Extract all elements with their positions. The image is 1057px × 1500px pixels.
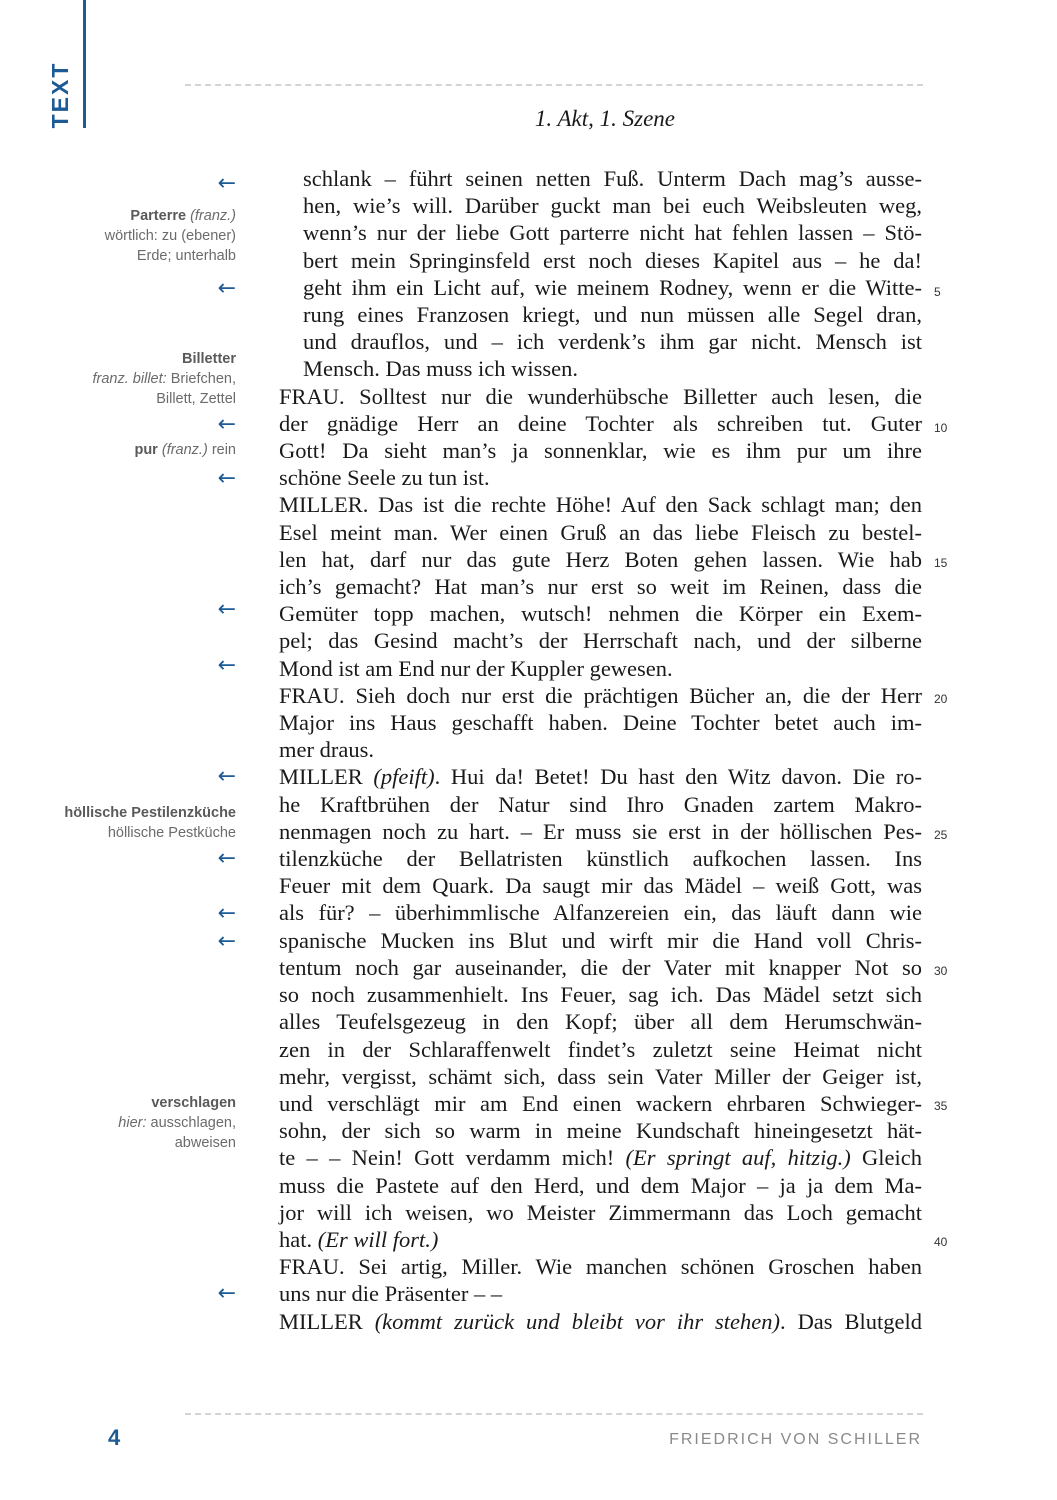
text-line: so noch zusammenhielt. Ins Feuer, sag ich. Das Mädel setzt sich	[279, 982, 922, 1008]
text-line: schlank – führt seinen netten Fuß. Unterm Dach mag’s ausse-	[303, 166, 922, 191]
header-rule	[185, 84, 923, 86]
text-line: bert mein Springinsfeld erst noch dieses Kapitel aus – he da!	[303, 247, 922, 273]
author-name: FRIEDRICH VON SCHILLER	[669, 1431, 922, 1448]
text-line: Mond ist am End nur der Kuppler gewesen.	[279, 655, 673, 681]
text-line: Gott! Da sieht man’s ja sonnenklar, wie es ihm pur um ihre	[279, 438, 922, 464]
speech-frau	[279, 383, 922, 492]
page-number: 4	[108, 1425, 121, 1450]
line-number: 20	[934, 692, 948, 706]
stage-direction: (kommt zurück und bleibt vor ihr stehen)	[374, 1308, 780, 1334]
text-line: FRAU. Sieh doch nur erst die prächtigen Bücher an, die der Herr	[279, 682, 922, 708]
speech-frau	[279, 682, 922, 764]
text-line: MILLER. Das ist die rechte Höhe! Auf den Sack schlagt man; den	[279, 492, 922, 518]
section-tab	[44, 62, 84, 132]
text-line: Feuer mit dem Quark. Da saugt mir das Mädel – weiß Gott, was	[279, 873, 922, 899]
text-line: Esel meint man. Wer einen Gruß an das liebe Fleisch zu bestel-	[279, 519, 922, 545]
text-line: mer draus.	[279, 737, 374, 763]
text-line: Gemüter topp machen, wutsch! nehmen die Körper ein Exem-	[279, 601, 922, 627]
line-number: 15	[934, 556, 948, 570]
text-line: als für? – überhimmlische Alfanzereien ein, das läuft dann wie	[279, 900, 922, 926]
left-arrow-icon[interactable]: ←	[217, 276, 236, 301]
text-line: Major ins Haus geschafft haben. Deine Tochter betet auch im-	[279, 710, 922, 736]
text-line	[279, 763, 922, 790]
gloss-line: Briefchen,	[170, 371, 236, 387]
drama-text	[279, 165, 922, 1335]
speech-miller	[279, 1308, 922, 1335]
text-line: len hat, darf nur das gute Herz Boten gehen lassen. Wie hab	[279, 546, 922, 572]
left-arrow-icon[interactable]: ←	[217, 929, 236, 954]
text-line: hen, wie’s will. Darüber guckt man bei euch Weibsleuten weg,	[303, 193, 922, 219]
stage-direction: (Er will fort.)	[317, 1226, 439, 1252]
text-line: muss die Pastete auf den Herd, und dem Major – ja ja dem Ma-	[279, 1172, 922, 1198]
line-number: 30	[934, 964, 948, 978]
text-line: alles Teufelsgezeug in den Kopf; über all dem Herumschwän-	[279, 1009, 922, 1035]
running-head: 1. Akt, 1. Szene	[534, 106, 675, 131]
line-number: 10	[934, 421, 948, 435]
paragraph-continuation	[279, 165, 922, 383]
line-number: 35	[934, 1099, 948, 1113]
text-line: FRAU. Solltest nur die wunderhübsche Billetter auch lesen, die	[279, 383, 922, 409]
gloss-term: verschlagen	[151, 1095, 236, 1111]
left-arrow-icon[interactable]: ←	[217, 171, 236, 196]
line-number: 25	[934, 828, 948, 842]
line-number: 5	[934, 285, 941, 299]
text-line: ich’s gemacht? Hat man’s nur erst so weit im Reinen, dass die	[279, 574, 922, 600]
text-line: tilenzküche der Bellatristen künstlich aufkochen lassen. Ins	[279, 846, 922, 872]
line-number: 40	[934, 1235, 948, 1249]
gloss-term: pur	[134, 442, 158, 458]
text-segment: hat.	[279, 1226, 318, 1252]
speaker: MILLER	[279, 764, 374, 790]
left-arrow-icon[interactable]: ←	[217, 653, 236, 678]
text-line: nenmagen noch zu hart. – Er muss sie erst in der höllischen Pes-	[279, 818, 922, 844]
gloss-pestilenzkueche	[6, 803, 236, 843]
text-line: wenn’s nur der liebe Gott parterre nicht hat fehlen lassen – Stö-	[303, 220, 922, 246]
text-line: geht ihm ein Licht auf, wie meinem Rodney, wenn er die Witte-	[303, 274, 922, 300]
text-line: FRAU. Sei artig, Miller. Wie manchen schönen Groschen haben	[279, 1254, 922, 1280]
text-line: tentum noch gar auseinander, die der Vater mit knapper Not so	[279, 954, 922, 980]
left-arrow-icon[interactable]: ←	[217, 764, 236, 789]
gloss-line: rein	[211, 442, 236, 458]
left-arrow-icon[interactable]: ←	[217, 901, 236, 926]
footer-rule	[185, 1413, 923, 1415]
speaker: MILLER	[279, 1308, 375, 1334]
gloss-line: Billett, Zettel	[156, 391, 236, 407]
gloss-verschlagen	[6, 1093, 236, 1153]
left-arrow-icon[interactable]: ←	[217, 846, 236, 871]
gloss-term: Parterre	[130, 208, 187, 224]
text-line: sohn, der sich so warm in meine Kundschaft hineingesetzt hät-	[279, 1118, 922, 1144]
text-line: rung eines Franzosen kriegt, und nun müssen alle Segel dran,	[303, 302, 922, 328]
gloss-line: abweisen	[174, 1135, 236, 1151]
text-segment: te – – Nein! Gott verdamm mich!	[279, 1145, 626, 1171]
text-segment: Gleich	[850, 1145, 922, 1171]
text-line: jor will ich weisen, wo Meister Zimmermann das Loch gemacht	[279, 1199, 922, 1225]
left-arrow-icon[interactable]: ←	[217, 412, 236, 437]
text-line: spanische Mucken ins Blut und wirft mir die Hand voll Chris-	[279, 927, 922, 953]
text-line	[279, 1144, 922, 1171]
gloss-line: Erde; unterhalb	[136, 248, 236, 264]
left-arrow-icon[interactable]: ←	[217, 1281, 236, 1306]
text-line	[279, 1226, 922, 1253]
text-segment: . Hui da! Betet! Du hast den Witz davon. Die ro-	[434, 764, 922, 790]
gloss-billetter	[6, 349, 236, 409]
speech-miller	[279, 491, 922, 681]
text-line: und drauflos, und – ich verdenk’s ihm gar nicht. Mensch ist	[303, 329, 922, 355]
gloss-note: franz. billet:	[92, 371, 167, 387]
text-line: uns nur die Präsenter – –	[279, 1281, 503, 1307]
text-line	[279, 1308, 922, 1335]
gloss-line: höllische Pestküche	[107, 825, 236, 841]
text-segment: . Das Blutgeld	[780, 1308, 922, 1334]
stage-direction: (Er springt auf, hitzig.)	[625, 1145, 851, 1171]
gloss-term: höllische Pestilenzküche	[64, 805, 236, 821]
text-line: der gnädige Herr an deine Tochter als schreiben tut. Guter	[279, 410, 922, 436]
left-arrow-icon[interactable]: ←	[217, 466, 236, 491]
text-line: schöne Seele zu tun ist.	[279, 465, 490, 491]
text-line: mehr, vergisst, schämt sich, dass sein Vater Miller der Geiger ist,	[279, 1063, 922, 1089]
stage-direction: (pfeift)	[373, 764, 435, 790]
gloss-parterre	[6, 206, 236, 266]
text-line: he Kraftbrühen der Natur sind Ihro Gnaden zartem Makro-	[279, 791, 922, 817]
section-tab-label: TEXT	[47, 61, 73, 129]
speech-frau	[279, 1253, 922, 1307]
text-line: zen in der Schlaraffenwelt findet’s zuletzt seine Heimat nicht	[279, 1036, 922, 1062]
speech-miller	[279, 763, 922, 1253]
gloss-note: (franz.)	[161, 442, 208, 458]
left-arrow-icon[interactable]: ←	[217, 597, 236, 622]
gloss-note: (franz.)	[190, 208, 236, 224]
text-line: Mensch. Das muss ich wissen.	[303, 356, 578, 382]
text-line: pel; das Gesind macht’s der Herrschaft nach, und der silberne	[279, 628, 922, 654]
gloss-line: wörtlich: zu (ebener)	[104, 228, 236, 244]
gloss-note: hier:	[118, 1115, 147, 1131]
gloss-pur	[6, 440, 236, 460]
gloss-line: ausschlagen,	[150, 1115, 236, 1131]
text-line: und verschlägt mir am End einen wackern ehrbaren Schwieger-	[279, 1090, 922, 1116]
gloss-term: Billetter	[182, 351, 236, 367]
section-tab-rule	[83, 0, 86, 128]
